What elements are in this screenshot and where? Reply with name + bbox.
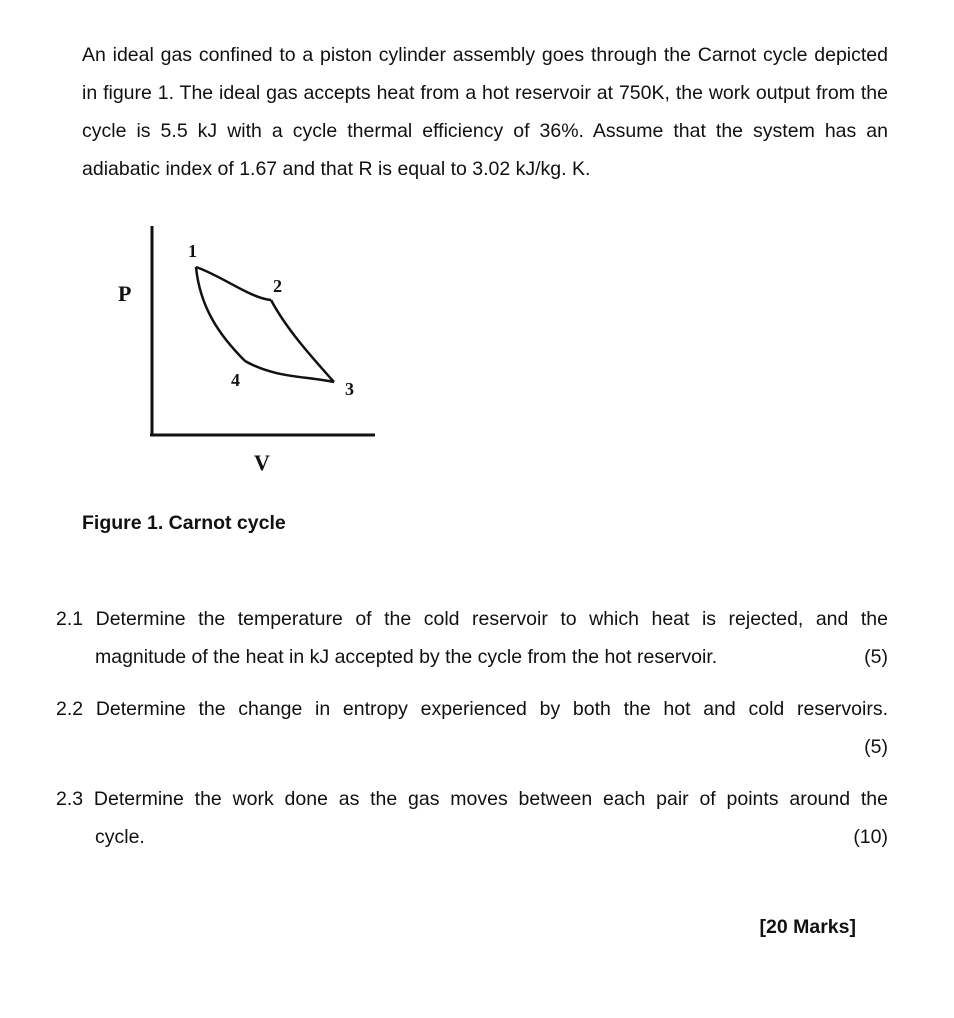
cycle-path-2-3	[271, 300, 334, 382]
question-2-1-line1: 2.1 Determine the temperature of the cold reservoir to which heat is rejected, and the	[56, 608, 888, 630]
cycle-path-4-1	[196, 267, 245, 361]
question-2-1-line2: magnitude of the heat in kJ accepted by the cycle from the hot reservoir.	[95, 646, 718, 668]
question-2-3-line2: cycle.	[95, 826, 145, 848]
question-2-2	[56, 690, 888, 766]
figure-caption: Figure 1. Carnot cycle	[82, 512, 286, 534]
cycle-path-3-4	[245, 361, 334, 382]
pv-diagram	[100, 218, 400, 488]
v-axis-label: V	[254, 450, 270, 475]
cycle-path-1-2	[196, 267, 271, 300]
point-4-label: 4	[231, 370, 240, 390]
question-2-3-line1: 2.3 Determine the work done as the gas moves between each pair of points around the	[56, 788, 888, 810]
question-2-1	[56, 600, 888, 676]
question-2-3	[56, 780, 888, 856]
p-axis-label: P	[118, 281, 132, 306]
question-2-1-marks: (5)	[864, 646, 888, 668]
carnot-cycle-figure	[100, 218, 400, 488]
question-2-2-line1: 2.2 Determine the change in entropy experienced by both the hot and cold reservoirs.	[56, 698, 888, 720]
point-3-label: 3	[345, 379, 354, 399]
point-2-label: 2	[273, 276, 282, 296]
total-marks: [20 Marks]	[759, 916, 856, 938]
point-1-label: 1	[188, 241, 197, 261]
question-2-2-marks: (5)	[864, 736, 888, 758]
problem-statement: An ideal gas confined to a piston cylinder assembly goes through the Carnot cycle depicted in figure 1. The ideal gas accepts heat from a hot reservoir at 750K, the work output from the cycle is 5.5 kJ with a cycle thermal efficiency of 36%. Assume that the system has an adiabatic index of 1.67 and that R is equal to 3.02 kJ/kg. K.	[82, 44, 888, 180]
question-2-3-marks: (10)	[853, 826, 888, 848]
